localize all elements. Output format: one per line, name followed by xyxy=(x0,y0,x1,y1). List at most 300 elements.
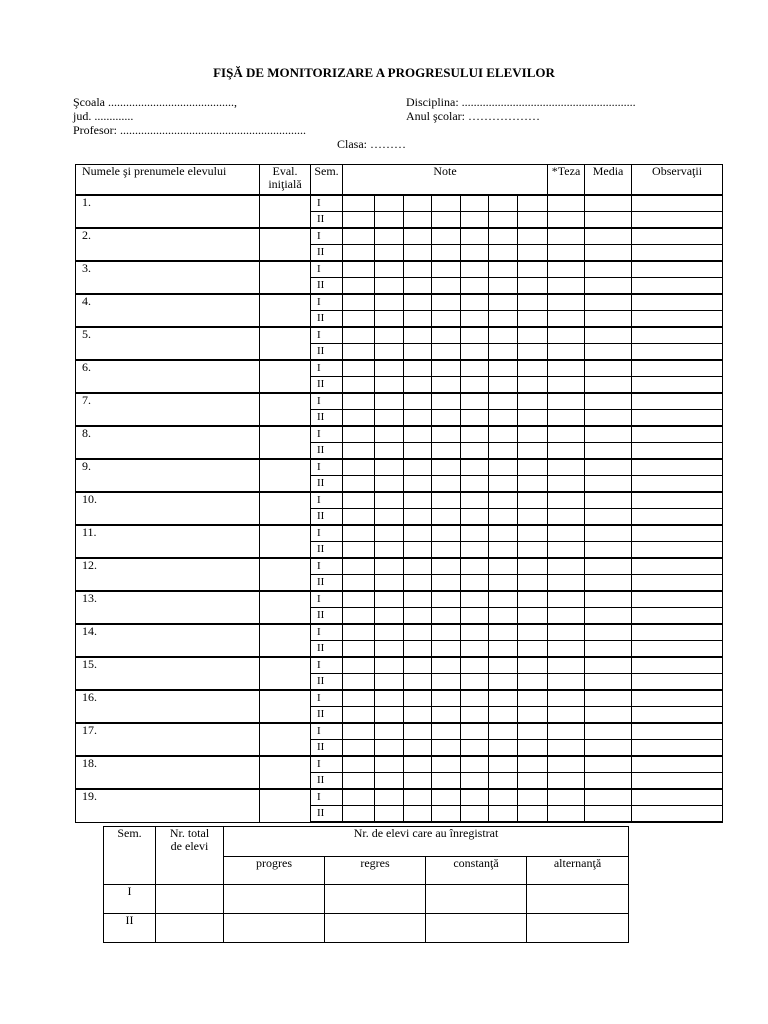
grade-cell[interactable] xyxy=(518,195,548,212)
eval-initial-cell[interactable] xyxy=(260,723,311,756)
teza-cell[interactable] xyxy=(548,542,585,559)
teza-cell[interactable] xyxy=(548,261,585,278)
grade-cell[interactable] xyxy=(489,558,518,575)
grade-cell[interactable] xyxy=(518,674,548,691)
teza-cell[interactable] xyxy=(548,525,585,542)
media-cell[interactable] xyxy=(585,476,632,493)
grade-cell[interactable] xyxy=(518,591,548,608)
grade-cell[interactable] xyxy=(489,789,518,806)
observatii-cell[interactable] xyxy=(632,525,723,542)
grade-cell[interactable] xyxy=(404,558,432,575)
grade-cell[interactable] xyxy=(489,723,518,740)
summary-count-cell[interactable] xyxy=(325,885,426,914)
teza-cell[interactable] xyxy=(548,558,585,575)
grade-cell[interactable] xyxy=(343,344,375,361)
observatii-cell[interactable] xyxy=(632,723,723,740)
observatii-cell[interactable] xyxy=(632,674,723,691)
grade-cell[interactable] xyxy=(461,344,489,361)
observatii-cell[interactable] xyxy=(632,789,723,806)
observatii-cell[interactable] xyxy=(632,261,723,278)
grade-cell[interactable] xyxy=(489,756,518,773)
grade-cell[interactable] xyxy=(518,294,548,311)
media-cell[interactable] xyxy=(585,773,632,790)
grade-cell[interactable] xyxy=(404,657,432,674)
grade-cell[interactable] xyxy=(375,525,404,542)
grade-cell[interactable] xyxy=(343,459,375,476)
student-number-cell[interactable]: 11. xyxy=(76,525,260,558)
media-cell[interactable] xyxy=(585,311,632,328)
observatii-cell[interactable] xyxy=(632,591,723,608)
grade-cell[interactable] xyxy=(461,377,489,394)
grade-cell[interactable] xyxy=(461,707,489,724)
observatii-cell[interactable] xyxy=(632,756,723,773)
grade-cell[interactable] xyxy=(375,327,404,344)
grade-cell[interactable] xyxy=(432,228,461,245)
grade-cell[interactable] xyxy=(461,327,489,344)
observatii-cell[interactable] xyxy=(632,212,723,229)
observatii-cell[interactable] xyxy=(632,558,723,575)
grade-cell[interactable] xyxy=(375,278,404,295)
grade-cell[interactable] xyxy=(375,789,404,806)
grade-cell[interactable] xyxy=(343,525,375,542)
grade-cell[interactable] xyxy=(404,707,432,724)
media-cell[interactable] xyxy=(585,278,632,295)
grade-cell[interactable] xyxy=(518,773,548,790)
grade-cell[interactable] xyxy=(518,377,548,394)
student-number-cell[interactable]: 16. xyxy=(76,690,260,723)
student-number-cell[interactable]: 4. xyxy=(76,294,260,327)
grade-cell[interactable] xyxy=(432,608,461,625)
observatii-cell[interactable] xyxy=(632,657,723,674)
teza-cell[interactable] xyxy=(548,245,585,262)
grade-cell[interactable] xyxy=(461,806,489,823)
grade-cell[interactable] xyxy=(461,558,489,575)
grade-cell[interactable] xyxy=(518,806,548,823)
grade-cell[interactable] xyxy=(461,657,489,674)
grade-cell[interactable] xyxy=(489,591,518,608)
grade-cell[interactable] xyxy=(432,558,461,575)
observatii-cell[interactable] xyxy=(632,641,723,658)
grade-cell[interactable] xyxy=(343,756,375,773)
grade-cell[interactable] xyxy=(432,443,461,460)
grade-cell[interactable] xyxy=(343,393,375,410)
grade-cell[interactable] xyxy=(518,624,548,641)
grade-cell[interactable] xyxy=(375,558,404,575)
grade-cell[interactable] xyxy=(343,294,375,311)
observatii-cell[interactable] xyxy=(632,426,723,443)
teza-cell[interactable] xyxy=(548,492,585,509)
grade-cell[interactable] xyxy=(375,344,404,361)
student-number-cell[interactable]: 19. xyxy=(76,789,260,822)
teza-cell[interactable] xyxy=(548,641,585,658)
grade-cell[interactable] xyxy=(432,509,461,526)
grade-cell[interactable] xyxy=(518,558,548,575)
grade-cell[interactable] xyxy=(343,327,375,344)
student-number-cell[interactable]: 3. xyxy=(76,261,260,294)
grade-cell[interactable] xyxy=(404,278,432,295)
grade-cell[interactable] xyxy=(432,525,461,542)
grade-cell[interactable] xyxy=(404,459,432,476)
grade-cell[interactable] xyxy=(404,789,432,806)
grade-cell[interactable] xyxy=(404,426,432,443)
grade-cell[interactable] xyxy=(489,393,518,410)
grade-cell[interactable] xyxy=(489,476,518,493)
grade-cell[interactable] xyxy=(489,624,518,641)
grade-cell[interactable] xyxy=(489,525,518,542)
grade-cell[interactable] xyxy=(518,690,548,707)
grade-cell[interactable] xyxy=(432,245,461,262)
grade-cell[interactable] xyxy=(432,377,461,394)
grade-cell[interactable] xyxy=(518,492,548,509)
grade-cell[interactable] xyxy=(375,591,404,608)
grade-cell[interactable] xyxy=(432,459,461,476)
grade-cell[interactable] xyxy=(518,278,548,295)
observatii-cell[interactable] xyxy=(632,509,723,526)
observatii-cell[interactable] xyxy=(632,311,723,328)
grade-cell[interactable] xyxy=(489,657,518,674)
grade-cell[interactable] xyxy=(432,707,461,724)
grade-cell[interactable] xyxy=(489,773,518,790)
grade-cell[interactable] xyxy=(375,360,404,377)
observatii-cell[interactable] xyxy=(632,773,723,790)
grade-cell[interactable] xyxy=(461,690,489,707)
grade-cell[interactable] xyxy=(432,327,461,344)
grade-cell[interactable] xyxy=(432,690,461,707)
grade-cell[interactable] xyxy=(461,410,489,427)
grade-cell[interactable] xyxy=(343,377,375,394)
grade-cell[interactable] xyxy=(343,657,375,674)
grade-cell[interactable] xyxy=(461,443,489,460)
grade-cell[interactable] xyxy=(461,360,489,377)
grade-cell[interactable] xyxy=(343,707,375,724)
grade-cell[interactable] xyxy=(375,426,404,443)
grade-cell[interactable] xyxy=(461,228,489,245)
teza-cell[interactable] xyxy=(548,360,585,377)
media-cell[interactable] xyxy=(585,608,632,625)
grade-cell[interactable] xyxy=(518,575,548,592)
student-number-cell[interactable]: 17. xyxy=(76,723,260,756)
grade-cell[interactable] xyxy=(461,789,489,806)
grade-cell[interactable] xyxy=(404,509,432,526)
grade-cell[interactable] xyxy=(432,311,461,328)
grade-cell[interactable] xyxy=(518,410,548,427)
media-cell[interactable] xyxy=(585,195,632,212)
grade-cell[interactable] xyxy=(461,740,489,757)
grade-cell[interactable] xyxy=(432,393,461,410)
teza-cell[interactable] xyxy=(548,674,585,691)
grade-cell[interactable] xyxy=(489,245,518,262)
grade-cell[interactable] xyxy=(343,740,375,757)
grade-cell[interactable] xyxy=(461,195,489,212)
media-cell[interactable] xyxy=(585,525,632,542)
teza-cell[interactable] xyxy=(548,294,585,311)
grade-cell[interactable] xyxy=(404,740,432,757)
grade-cell[interactable] xyxy=(432,294,461,311)
grade-cell[interactable] xyxy=(489,443,518,460)
observatii-cell[interactable] xyxy=(632,476,723,493)
summary-count-cell[interactable] xyxy=(224,885,325,914)
grade-cell[interactable] xyxy=(489,740,518,757)
grade-cell[interactable] xyxy=(489,509,518,526)
grade-cell[interactable] xyxy=(404,228,432,245)
observatii-cell[interactable] xyxy=(632,707,723,724)
student-number-cell[interactable]: 14. xyxy=(76,624,260,657)
grade-cell[interactable] xyxy=(489,674,518,691)
eval-initial-cell[interactable] xyxy=(260,591,311,624)
grade-cell[interactable] xyxy=(489,459,518,476)
media-cell[interactable] xyxy=(585,459,632,476)
student-number-cell[interactable]: 9. xyxy=(76,459,260,492)
grade-cell[interactable] xyxy=(432,360,461,377)
grade-cell[interactable] xyxy=(461,426,489,443)
grade-cell[interactable] xyxy=(518,459,548,476)
grade-cell[interactable] xyxy=(432,789,461,806)
grade-cell[interactable] xyxy=(461,476,489,493)
grade-cell[interactable] xyxy=(404,261,432,278)
student-number-cell[interactable]: 12. xyxy=(76,558,260,591)
grade-cell[interactable] xyxy=(461,393,489,410)
grade-cell[interactable] xyxy=(343,674,375,691)
eval-initial-cell[interactable] xyxy=(260,690,311,723)
student-number-cell[interactable]: 6. xyxy=(76,360,260,393)
grade-cell[interactable] xyxy=(518,525,548,542)
grade-cell[interactable] xyxy=(404,542,432,559)
eval-initial-cell[interactable] xyxy=(260,294,311,327)
grade-cell[interactable] xyxy=(518,245,548,262)
grade-cell[interactable] xyxy=(489,542,518,559)
observatii-cell[interactable] xyxy=(632,245,723,262)
grade-cell[interactable] xyxy=(343,806,375,823)
grade-cell[interactable] xyxy=(343,641,375,658)
grade-cell[interactable] xyxy=(404,756,432,773)
grade-cell[interactable] xyxy=(518,707,548,724)
grade-cell[interactable] xyxy=(375,195,404,212)
grade-cell[interactable] xyxy=(432,641,461,658)
grade-cell[interactable] xyxy=(375,459,404,476)
observatii-cell[interactable] xyxy=(632,377,723,394)
media-cell[interactable] xyxy=(585,756,632,773)
media-cell[interactable] xyxy=(585,360,632,377)
grade-cell[interactable] xyxy=(375,756,404,773)
media-cell[interactable] xyxy=(585,426,632,443)
teza-cell[interactable] xyxy=(548,476,585,493)
observatii-cell[interactable] xyxy=(632,459,723,476)
grade-cell[interactable] xyxy=(518,657,548,674)
grade-cell[interactable] xyxy=(343,278,375,295)
teza-cell[interactable] xyxy=(548,327,585,344)
grade-cell[interactable] xyxy=(343,492,375,509)
observatii-cell[interactable] xyxy=(632,294,723,311)
grade-cell[interactable] xyxy=(518,608,548,625)
grade-cell[interactable] xyxy=(375,657,404,674)
media-cell[interactable] xyxy=(585,344,632,361)
observatii-cell[interactable] xyxy=(632,393,723,410)
teza-cell[interactable] xyxy=(548,195,585,212)
grade-cell[interactable] xyxy=(432,278,461,295)
grade-cell[interactable] xyxy=(518,443,548,460)
grade-cell[interactable] xyxy=(432,195,461,212)
student-number-cell[interactable]: 5. xyxy=(76,327,260,360)
media-cell[interactable] xyxy=(585,410,632,427)
summary-count-cell[interactable] xyxy=(224,914,325,943)
media-cell[interactable] xyxy=(585,575,632,592)
grade-cell[interactable] xyxy=(375,294,404,311)
grade-cell[interactable] xyxy=(489,344,518,361)
observatii-cell[interactable] xyxy=(632,278,723,295)
student-number-cell[interactable]: 10. xyxy=(76,492,260,525)
observatii-cell[interactable] xyxy=(632,575,723,592)
grade-cell[interactable] xyxy=(432,657,461,674)
media-cell[interactable] xyxy=(585,806,632,823)
observatii-cell[interactable] xyxy=(632,443,723,460)
grade-cell[interactable] xyxy=(343,443,375,460)
observatii-cell[interactable] xyxy=(632,327,723,344)
eval-initial-cell[interactable] xyxy=(260,195,311,228)
grade-cell[interactable] xyxy=(432,344,461,361)
grade-cell[interactable] xyxy=(518,641,548,658)
teza-cell[interactable] xyxy=(548,575,585,592)
grade-cell[interactable] xyxy=(343,410,375,427)
grade-cell[interactable] xyxy=(375,624,404,641)
teza-cell[interactable] xyxy=(548,311,585,328)
grade-cell[interactable] xyxy=(432,723,461,740)
teza-cell[interactable] xyxy=(548,344,585,361)
grade-cell[interactable] xyxy=(489,294,518,311)
media-cell[interactable] xyxy=(585,261,632,278)
grade-cell[interactable] xyxy=(404,624,432,641)
grade-cell[interactable] xyxy=(432,624,461,641)
grade-cell[interactable] xyxy=(432,806,461,823)
grade-cell[interactable] xyxy=(343,773,375,790)
grade-cell[interactable] xyxy=(404,641,432,658)
grade-cell[interactable] xyxy=(343,360,375,377)
eval-initial-cell[interactable] xyxy=(260,525,311,558)
student-number-cell[interactable]: 2. xyxy=(76,228,260,261)
grade-cell[interactable] xyxy=(343,558,375,575)
grade-cell[interactable] xyxy=(404,212,432,229)
teza-cell[interactable] xyxy=(548,723,585,740)
grade-cell[interactable] xyxy=(343,245,375,262)
summary-total-cell[interactable] xyxy=(156,885,224,914)
observatii-cell[interactable] xyxy=(632,195,723,212)
media-cell[interactable] xyxy=(585,245,632,262)
grade-cell[interactable] xyxy=(518,344,548,361)
observatii-cell[interactable] xyxy=(632,542,723,559)
observatii-cell[interactable] xyxy=(632,740,723,757)
grade-cell[interactable] xyxy=(375,509,404,526)
grade-cell[interactable] xyxy=(375,773,404,790)
grade-cell[interactable] xyxy=(432,426,461,443)
grade-cell[interactable] xyxy=(432,756,461,773)
grade-cell[interactable] xyxy=(461,674,489,691)
media-cell[interactable] xyxy=(585,443,632,460)
media-cell[interactable] xyxy=(585,294,632,311)
teza-cell[interactable] xyxy=(548,509,585,526)
grade-cell[interactable] xyxy=(518,212,548,229)
grade-cell[interactable] xyxy=(404,360,432,377)
media-cell[interactable] xyxy=(585,228,632,245)
grade-cell[interactable] xyxy=(518,789,548,806)
grade-cell[interactable] xyxy=(404,690,432,707)
grade-cell[interactable] xyxy=(432,542,461,559)
grade-cell[interactable] xyxy=(461,641,489,658)
grade-cell[interactable] xyxy=(489,278,518,295)
grade-cell[interactable] xyxy=(404,311,432,328)
grade-cell[interactable] xyxy=(518,327,548,344)
teza-cell[interactable] xyxy=(548,707,585,724)
media-cell[interactable] xyxy=(585,591,632,608)
media-cell[interactable] xyxy=(585,740,632,757)
grade-cell[interactable] xyxy=(461,608,489,625)
grade-cell[interactable] xyxy=(404,492,432,509)
teza-cell[interactable] xyxy=(548,443,585,460)
grade-cell[interactable] xyxy=(343,624,375,641)
grade-cell[interactable] xyxy=(404,245,432,262)
grade-cell[interactable] xyxy=(343,311,375,328)
teza-cell[interactable] xyxy=(548,459,585,476)
media-cell[interactable] xyxy=(585,690,632,707)
grade-cell[interactable] xyxy=(375,311,404,328)
grade-cell[interactable] xyxy=(518,311,548,328)
eval-initial-cell[interactable] xyxy=(260,657,311,690)
grade-cell[interactable] xyxy=(343,690,375,707)
grade-cell[interactable] xyxy=(518,509,548,526)
media-cell[interactable] xyxy=(585,558,632,575)
media-cell[interactable] xyxy=(585,789,632,806)
grade-cell[interactable] xyxy=(432,575,461,592)
teza-cell[interactable] xyxy=(548,377,585,394)
grade-cell[interactable] xyxy=(375,410,404,427)
eval-initial-cell[interactable] xyxy=(260,459,311,492)
grade-cell[interactable] xyxy=(375,542,404,559)
grade-cell[interactable] xyxy=(404,327,432,344)
summary-total-cell[interactable] xyxy=(156,914,224,943)
grade-cell[interactable] xyxy=(404,525,432,542)
teza-cell[interactable] xyxy=(548,624,585,641)
summary-count-cell[interactable] xyxy=(426,914,527,943)
grade-cell[interactable] xyxy=(404,773,432,790)
observatii-cell[interactable] xyxy=(632,360,723,377)
grade-cell[interactable] xyxy=(432,261,461,278)
eval-initial-cell[interactable] xyxy=(260,756,311,789)
eval-initial-cell[interactable] xyxy=(260,261,311,294)
grade-cell[interactable] xyxy=(518,426,548,443)
grade-cell[interactable] xyxy=(343,509,375,526)
student-number-cell[interactable]: 13. xyxy=(76,591,260,624)
observatii-cell[interactable] xyxy=(632,806,723,823)
grade-cell[interactable] xyxy=(489,377,518,394)
media-cell[interactable] xyxy=(585,377,632,394)
grade-cell[interactable] xyxy=(404,393,432,410)
grade-cell[interactable] xyxy=(489,327,518,344)
media-cell[interactable] xyxy=(585,641,632,658)
grade-cell[interactable] xyxy=(518,228,548,245)
grade-cell[interactable] xyxy=(375,674,404,691)
grade-cell[interactable] xyxy=(432,591,461,608)
grade-cell[interactable] xyxy=(432,740,461,757)
grade-cell[interactable] xyxy=(404,806,432,823)
grade-cell[interactable] xyxy=(461,294,489,311)
grade-cell[interactable] xyxy=(461,311,489,328)
grade-cell[interactable] xyxy=(461,459,489,476)
grade-cell[interactable] xyxy=(461,212,489,229)
grade-cell[interactable] xyxy=(518,261,548,278)
eval-initial-cell[interactable] xyxy=(260,558,311,591)
grade-cell[interactable] xyxy=(404,608,432,625)
grade-cell[interactable] xyxy=(343,212,375,229)
grade-cell[interactable] xyxy=(343,591,375,608)
grade-cell[interactable] xyxy=(375,707,404,724)
